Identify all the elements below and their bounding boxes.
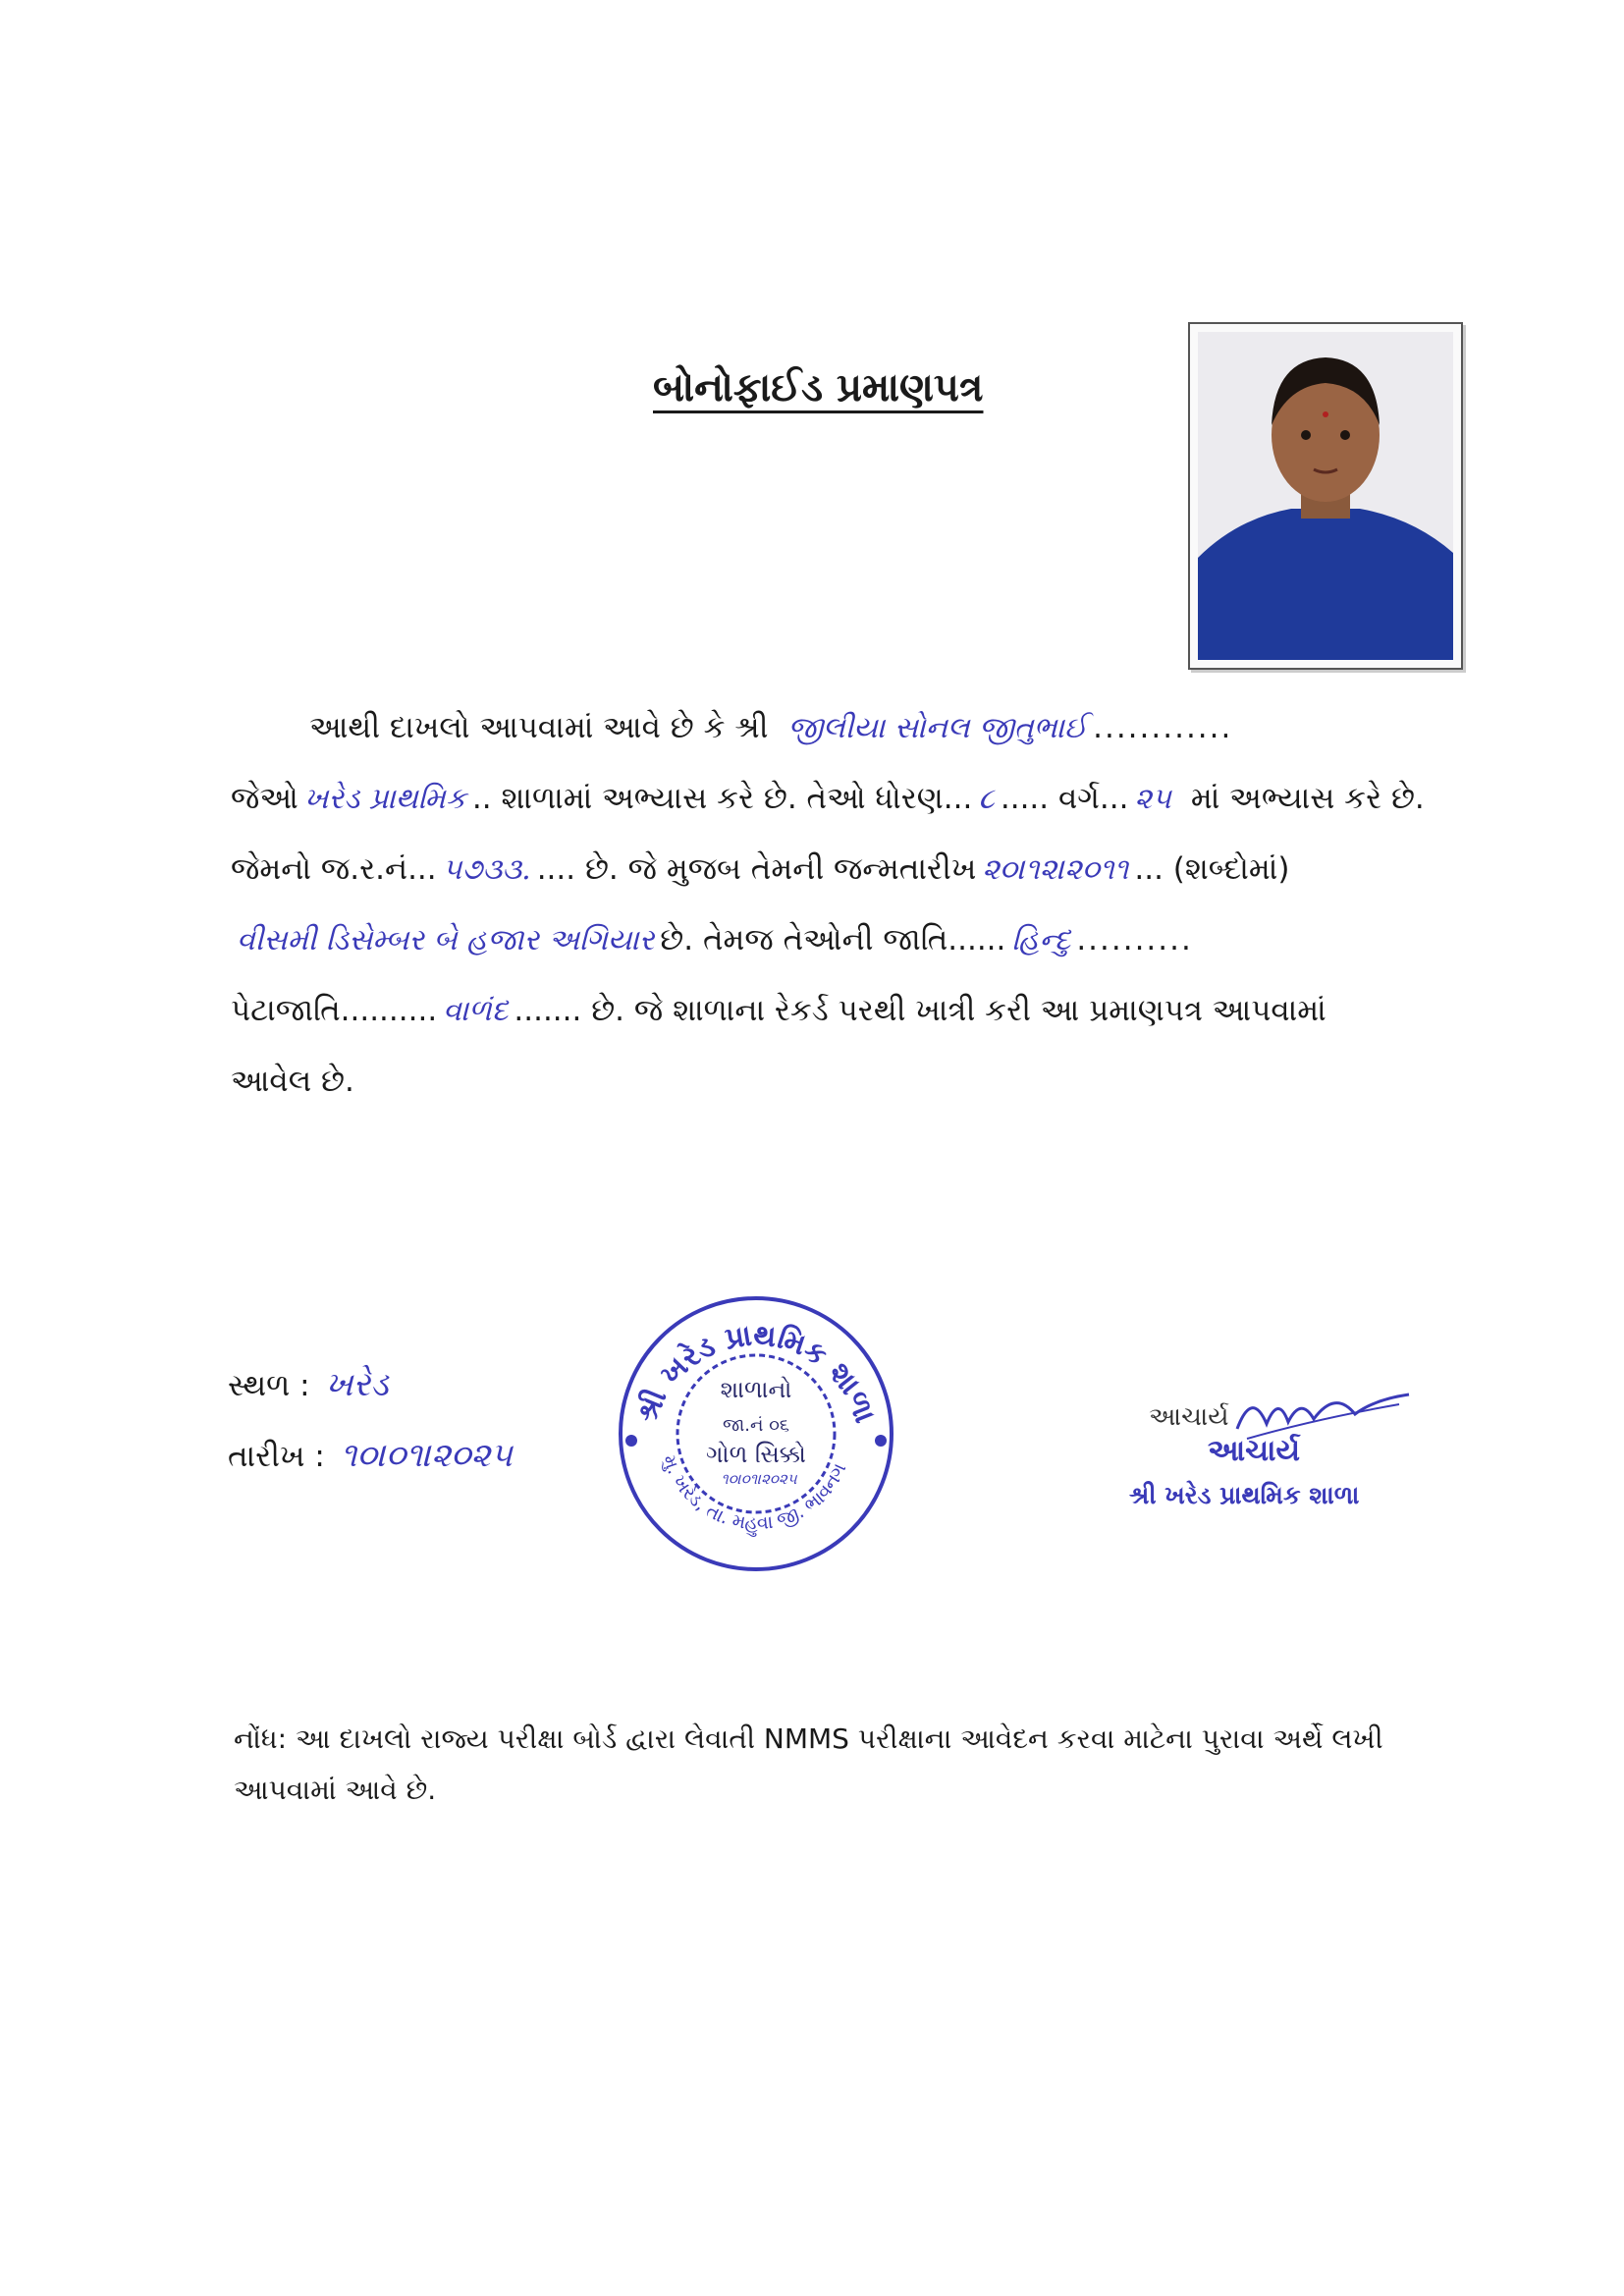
body-line-1: આથી દાખલો આપવામાં આવે છે કે શ્રી જીલીયા સોનલ જીતુભાઈ ............ [231, 692, 1463, 763]
body-line-3: જેમનો જ.ર.નં... ૫૭૩૩. .... છે. જે મુજબ તેમની જન્મતારીખ ૨૦।૧૨।૨૦૧૧ ... (શબ્દોમાં) [231, 834, 1463, 904]
principal-title-handwritten: આચાર્ય [1149, 1402, 1229, 1432]
subcaste-value: વાળંદ [437, 976, 514, 1046]
body-line-6: આવેલ છે. [231, 1064, 354, 1099]
place-row [228, 1365, 395, 1404]
gr-number: ૫૭૩૩. [437, 835, 537, 904]
svg-text:ગોળ સિક્કો: ગોળ સિક્કો [706, 1441, 806, 1468]
standard-value: ૮ [972, 764, 1001, 834]
student-photo [1198, 332, 1453, 660]
school-name: ખરેડ પ્રાથમિક [298, 764, 472, 834]
svg-text:મુ. ખરેડ, તા. મહુવા જી. ભાવનગર: મુ. ખરેડ, તા. મહુવા જી. ભાવનગ [658, 1451, 851, 1535]
svg-text:શાળાનો: શાળાનો [720, 1376, 792, 1403]
certificate-title: બોનોફાઈડ પ્રમાણપત્ર [653, 365, 984, 410]
svg-text:૧૦।૦૧।૨૦૨૫: ૧૦।૦૧।૨૦૨૫ [721, 1470, 797, 1488]
footnote: નોંધ: આ દાખલો રાજ્ય પરીક્ષા બોર્ડ દ્વારા લેવાતી NMMS પરીક્ષાના આવેદન કરવા માટેના પુરાવા અર્થે લખી આપવામાં આવે છે. [234, 1722, 1383, 1806]
student-name: જીલીયા સોનલ જીતુભાઈ [782, 693, 1093, 763]
seal-stamp-icon [614, 1291, 898, 1576]
place-label: સ્થળ : [228, 1368, 310, 1403]
student-portrait-icon [1198, 332, 1453, 660]
body-line-4: વીસમી ડિસેમ્બર બે હજાર અગિયાર છે. તેમજ તેઓની જાતિ...... હિન્દુ .......... [231, 904, 1463, 975]
date-value: ૧૦।૦૧।૨૦૨૫ [340, 1436, 513, 1475]
place-value: ખરેડ [325, 1365, 389, 1404]
body-line-2: જેઓ ખરેડ પ્રાથમિક .. શાળામાં અભ્યાસ કરે છે. તેઓ ધોરણ... ૮ ..... વર્ગ... ૨૫ માં અભ્યાસ કરે છે. [231, 763, 1463, 834]
dob-in-words: વીસમી ડિસેમ્બર બે હજાર અગિયાર [231, 905, 660, 975]
school-seal [614, 1291, 898, 1576]
student-photo-frame [1188, 322, 1463, 670]
date-row [228, 1436, 518, 1475]
principal-signature-block [1110, 1404, 1414, 1542]
date-label: તારીખ : [228, 1439, 325, 1474]
body-line-5: પેટાજાતિ.......... વાળંદ ....... છે. જે શાળાના રેકર્ડ પરથી ખાત્રી કરી આ પ્રમાણપત્ર આપવામાં [231, 975, 1463, 1046]
certificate-body [231, 692, 1463, 1117]
date-of-birth: ૨૦।૧૨।૨૦૧૧ [976, 835, 1134, 904]
principal-title-stamp: આચાર્ય [1208, 1434, 1301, 1468]
division-value: ૨૫ [1129, 764, 1177, 834]
caste-value: હિન્દુ [1005, 905, 1076, 975]
svg-text:શ્રી ખરેડ પ્રાથમિક શાળા: શ્રી ખરેડ પ્રાથમિક શાળા [629, 1318, 883, 1428]
school-name-stamp: શ્રી ખરેડ પ્રાથમિક શાળા [1129, 1481, 1360, 1509]
svg-text:જા.નં ૦૬: જા.નં ૦૬ [722, 1415, 790, 1436]
